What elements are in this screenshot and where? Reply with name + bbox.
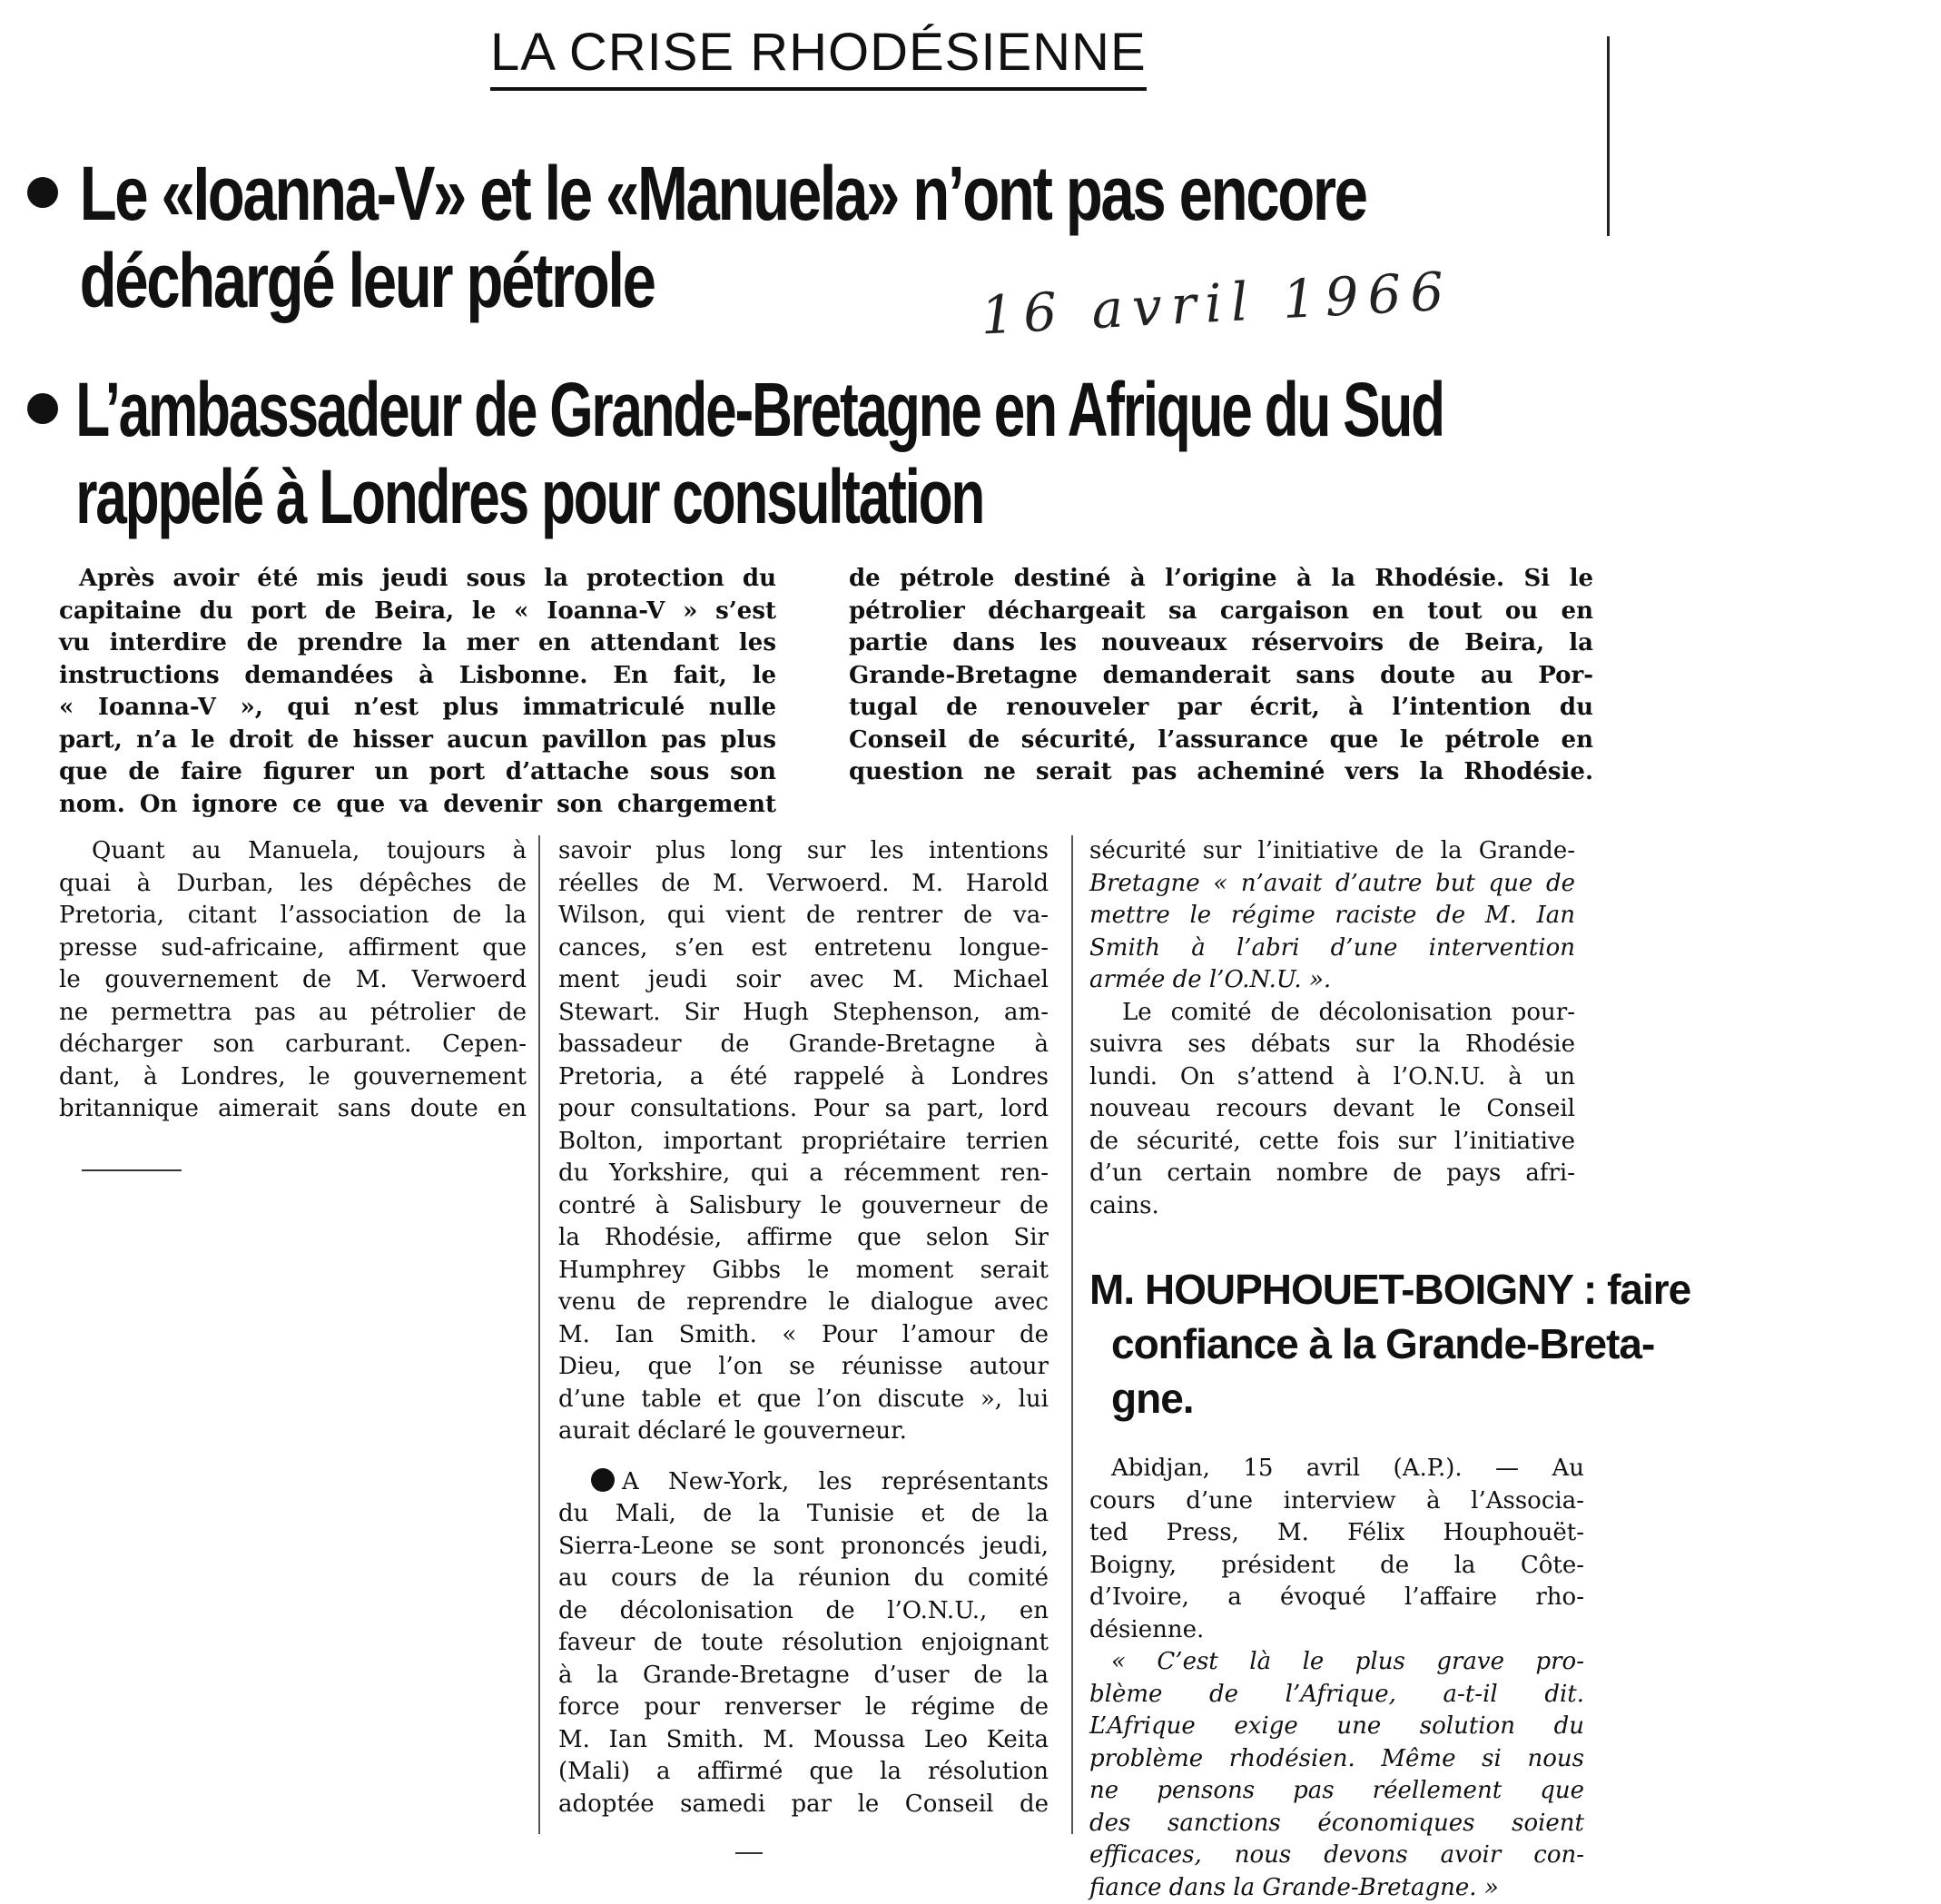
text-line: d’une table et que l’on discute », lui bbox=[558, 1384, 1049, 1416]
text-line: Pretoria, a été rappelé à Londres bbox=[558, 1061, 1049, 1094]
text-line: vu interdire de prendre la mer en attendant les bbox=[59, 627, 776, 660]
text-line: force pour renverser le régime de bbox=[558, 1692, 1049, 1724]
text-line: armée de l’O.N.U. ». bbox=[1089, 964, 1575, 997]
text-line: blème de l’Afrique, a-t-il dit. bbox=[1089, 1679, 1584, 1712]
text-line: réelles de M. Verwoerd. M. Harold bbox=[558, 868, 1049, 901]
text-line: venu de reprendre le dialogue avec bbox=[558, 1287, 1049, 1319]
text-line: Boigny, président de la Côte- bbox=[1089, 1550, 1584, 1583]
text-line: partie dans les nouveaux réservoirs de Beira, la bbox=[849, 627, 1593, 660]
text-line: Conseil de sécurité, l’assurance que le pétrole en bbox=[849, 725, 1593, 757]
lead-paragraph-left bbox=[59, 563, 776, 821]
headline-2-line-1: L’ambassadeur de Grande-Bretagne en Afrique du Sud bbox=[27, 366, 1443, 453]
text-line: cances, s’en est entretenu longue- bbox=[558, 932, 1049, 965]
lead-paragraph-right bbox=[849, 563, 1593, 789]
paragraph-bullet-icon bbox=[591, 1468, 615, 1492]
text-line: au cours de la réunion du comité bbox=[558, 1563, 1049, 1595]
text-line: aurait déclaré le gouverneur. bbox=[558, 1416, 1049, 1448]
text-line: du Mali, de la Tunisie et de la bbox=[558, 1498, 1049, 1531]
text-line: mettre le régime raciste de M. Ian bbox=[1089, 900, 1575, 932]
headline-1-line-2: déchargé leur pétrole bbox=[27, 237, 1366, 324]
headline-2 bbox=[27, 366, 1941, 540]
text-line: pétrolier déchargeait sa cargaison en tout ou en bbox=[849, 596, 1593, 628]
text-line: M. Ian Smith. « Pour l’amour de bbox=[558, 1319, 1049, 1352]
text-line: d’un certain nombre de pays afri- bbox=[1089, 1158, 1575, 1190]
text-line: tugal de renouveler par écrit, à l’intention du bbox=[849, 692, 1593, 725]
text-line: suivra ses débats sur la Rhodésie bbox=[1089, 1029, 1575, 1061]
column-divider bbox=[1071, 835, 1073, 1834]
subheadline bbox=[1089, 1262, 1598, 1426]
text-line: presse sud-africaine, affirment que bbox=[59, 932, 527, 965]
text-line: le gouvernement de M. Verwoerd bbox=[59, 964, 527, 997]
subheadline-line: confiance à la Grande-Breta- bbox=[1089, 1317, 1598, 1371]
text-line: ted Press, M. Félix Houphouët- bbox=[1089, 1517, 1584, 1550]
text-line-content: A New-York, les représentants bbox=[622, 1468, 1049, 1495]
subheadline-line: gne. bbox=[1089, 1371, 1598, 1426]
text-line: ne pensons pas réellement que bbox=[1089, 1775, 1584, 1808]
text-line: de décolonisation de l’O.N.U., en bbox=[558, 1595, 1049, 1628]
text-line: que de faire figurer un port d’attache sous son bbox=[59, 756, 776, 789]
body-column-2 bbox=[558, 835, 1049, 1820]
text-line: Dieu, que l’on se réunisse autour bbox=[558, 1351, 1049, 1384]
text-line: lundi. On s’attend à l’O.N.U. à un bbox=[1089, 1061, 1575, 1094]
text-line: « Ioanna-V », qui n’est plus immatriculé nulle bbox=[59, 692, 776, 725]
text-line: la Rhodésie, affirme que selon Sir bbox=[558, 1222, 1049, 1255]
text-line: nom. On ignore ce que va devenir son chargement bbox=[59, 789, 776, 822]
text-line: dant, à Londres, le gouvernement bbox=[59, 1061, 527, 1094]
text-line: Smith à l’abri d’une intervention bbox=[1089, 932, 1575, 965]
text-line: (Mali) a affirmé que la résolution bbox=[558, 1756, 1049, 1789]
text-line: Humphrey Gibbs le moment serait bbox=[558, 1255, 1049, 1287]
text-line: savoir plus long sur les intentions bbox=[558, 835, 1049, 868]
text-line: M. Ian Smith. M. Moussa Leo Keita bbox=[558, 1724, 1049, 1757]
text-line: Le comité de décolonisation pour- bbox=[1089, 997, 1575, 1030]
handwritten-date: 16 avril 1966 bbox=[980, 260, 1454, 346]
text-line: de pétrole destiné à l’origine à la Rhodésie. Si le bbox=[849, 563, 1593, 596]
text-line: bassadeur de Grande-Bretagne à bbox=[558, 1029, 1049, 1061]
text-line: Quant au Manuela, toujours à bbox=[59, 835, 527, 868]
text-line: à la Grande-Bretagne d’user de la bbox=[558, 1660, 1049, 1692]
text-line: efficaces, nous devons avoir con- bbox=[1089, 1840, 1584, 1872]
text-line: Wilson, qui vient de rentrer de va- bbox=[558, 900, 1049, 932]
text-line: nouveau recours devant le Conseil bbox=[1089, 1093, 1575, 1126]
text-line: de sécurité, cette fois sur l’initiative bbox=[1089, 1126, 1575, 1159]
text-line: capitaine du port de Beira, le « Ioanna-V » s’est bbox=[59, 596, 776, 628]
column-end-rule bbox=[735, 1852, 763, 1854]
text-line: instructions demandées à Lisbonne. En fait, le bbox=[59, 660, 776, 693]
text-line: Abidjan, 15 avril (A.P.). — Au bbox=[1089, 1453, 1584, 1485]
text-line: question ne serait pas acheminé vers la Rhodésie. bbox=[849, 756, 1593, 789]
text-line: fiance dans la Grande-Bretagne. » bbox=[1089, 1872, 1584, 1904]
text-line: cains. bbox=[1089, 1190, 1575, 1223]
text-line: sécurité sur l’initiative de la Grande- bbox=[1089, 835, 1575, 868]
text-line: part, n’a le droit de hisser aucun pavillon pas plus bbox=[59, 725, 776, 757]
text-line: adoptée samedi par le Conseil de bbox=[558, 1789, 1049, 1821]
text-line: contré à Salisbury le gouverneur de bbox=[558, 1190, 1049, 1223]
body-column-1 bbox=[59, 835, 527, 1126]
text-line: d’Ivoire, a évoqué l’affaire rho- bbox=[1089, 1582, 1584, 1614]
text-line: ne permettra pas au pétrolier de bbox=[59, 997, 527, 1030]
section-kicker: LA CRISE RHODÉSIENNE bbox=[490, 20, 1147, 91]
text-line: L’Afrique exige une solution du bbox=[1089, 1711, 1584, 1743]
text-line: du Yorkshire, qui a récemment ren- bbox=[558, 1158, 1049, 1190]
text-line: britannique aimerait sans doute en bbox=[59, 1093, 527, 1126]
column-end-rule bbox=[82, 1169, 182, 1171]
text-line: décharger son carburant. Cepen- bbox=[59, 1029, 527, 1061]
text-line: des sanctions économiques soient bbox=[1089, 1808, 1584, 1840]
headline-2-line-2: rappelé à Londres pour consultation bbox=[27, 453, 1443, 540]
text-line: « C’est là le plus grave pro- bbox=[1089, 1646, 1584, 1679]
headline-1-line-1: Le «Ioanna-V» et le «Manuela» n’ont pas encore bbox=[27, 150, 1366, 237]
subheadline-line: M. HOUPHOUET-BOIGNY : faire bbox=[1089, 1262, 1598, 1317]
text-line: ment jeudi soir avec M. Michael bbox=[558, 964, 1049, 997]
column-divider bbox=[538, 835, 540, 1834]
text-line: désienne. bbox=[1089, 1614, 1584, 1647]
text-line: cours d’une interview à l’Associa- bbox=[1089, 1485, 1584, 1518]
text-line: quai à Durban, les dépêches de bbox=[59, 868, 527, 901]
text-line: problème rhodésien. Même si nous bbox=[1089, 1743, 1584, 1776]
text-line: Stewart. Sir Hugh Stephenson, am- bbox=[558, 997, 1049, 1030]
text-line: Après avoir été mis jeudi sous la protection du bbox=[59, 563, 776, 596]
text-line: Pretoria, citant l’association de la bbox=[59, 900, 527, 932]
text-line: faveur de toute résolution enjoignant bbox=[558, 1627, 1049, 1660]
text-line: Bretagne « n’avait d’autre but que de bbox=[1089, 868, 1575, 901]
text-line: Bolton, important propriétaire terrien bbox=[558, 1126, 1049, 1159]
body-column-3 bbox=[1089, 835, 1575, 1222]
text-line: pour consultations. Pour sa part, lord bbox=[558, 1093, 1049, 1126]
text-line: Sierra-Leone se sont prononcés jeudi, bbox=[558, 1531, 1049, 1564]
body-column-3-bottom bbox=[1089, 1453, 1584, 1904]
text-line bbox=[558, 1466, 1049, 1499]
text-line: Grande-Bretagne demanderait sans doute au Por- bbox=[849, 660, 1593, 693]
